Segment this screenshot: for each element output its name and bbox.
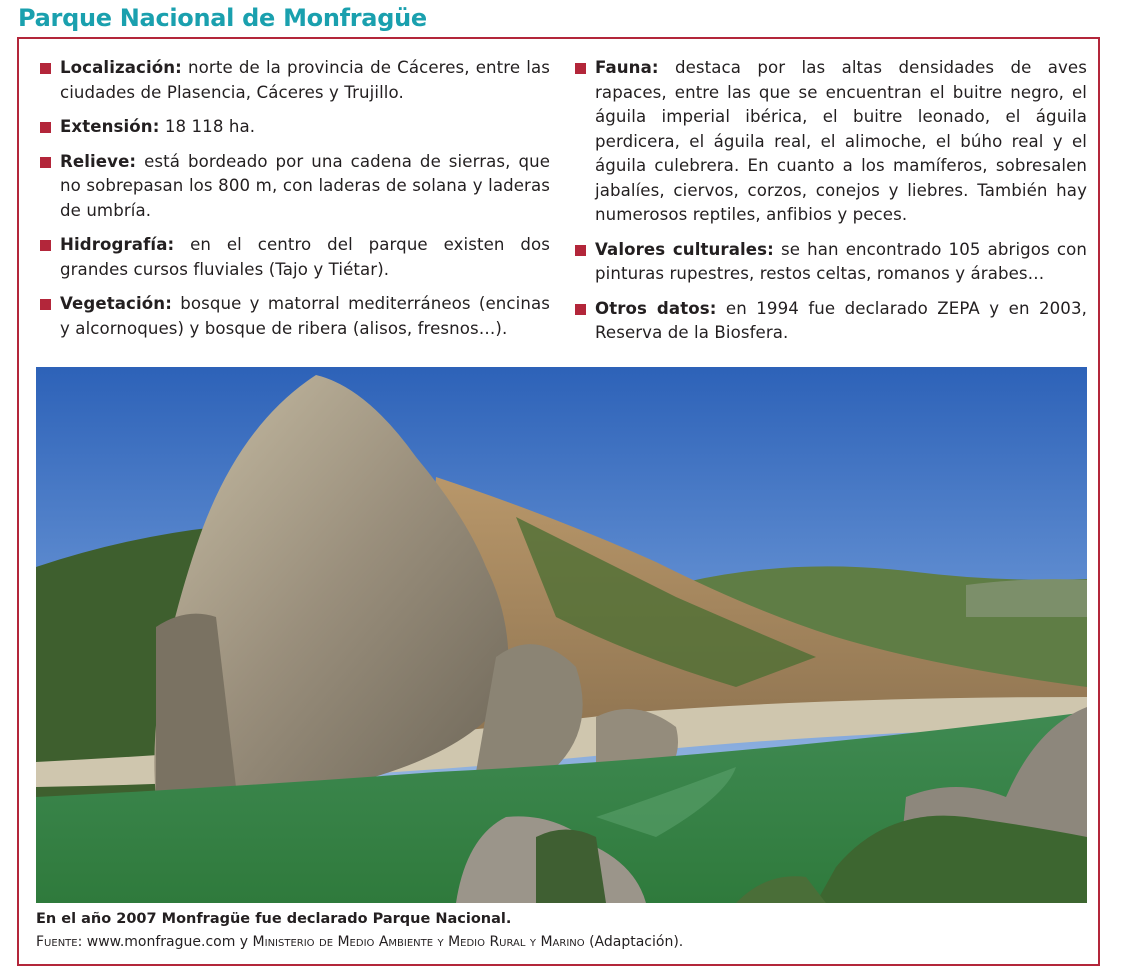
item-text: en 1994 fue declarado ZEPA y en 2003, Reserva de la Biosfera. [595, 298, 1087, 342]
list-item [40, 115, 550, 140]
list-item [575, 56, 1087, 228]
source-site: www.monfrague.com y [82, 934, 253, 950]
item-text: se han encontrado 105 abrigos con pinturas rupestres, restos celtas, romanos y árabes… [595, 239, 1087, 283]
item-term: Fauna: [595, 58, 659, 77]
right-column [575, 56, 1087, 356]
source-ministry: Ministerio de Medio Ambiente y Medio Rural y Marino [252, 934, 585, 950]
item-term: Extensión: [60, 117, 160, 136]
item-text: en el centro del parque existen dos grandes cursos fluviales (Tajo y Tiétar). [60, 235, 550, 279]
item-text: norte de la provincia de Cáceres, entre las ciudades de Plasencia, Cáceres y Trujillo. [60, 58, 550, 102]
left-column [40, 56, 550, 351]
list-item [40, 233, 550, 282]
square-bullet-icon [40, 240, 51, 251]
square-bullet-icon [40, 63, 51, 74]
item-text: destaca por las altas densidades de aves rapaces, entre las que se encuentran el buitre negro, el águila imperial ibérica, el buitre leonado, el águila perdicera, el águila real, el alimoche, el búho real y el águila culebrera. En cuanto a los mamíferos, sobresalen jabalíes, ciervos, corzos, conejos y liebres. También hay numerosos reptiles, anfibios y peces. [595, 58, 1087, 224]
square-bullet-icon [40, 122, 51, 133]
list-item [575, 238, 1087, 287]
item-term: Vegetación: [60, 294, 172, 313]
item-term: Otros datos: [595, 298, 717, 318]
photo-caption: En el año 2007 Monfragüe fue declarado Parque Nacional. [36, 911, 512, 927]
item-text: está bordeado por una cadena de sierras, que no sobrepasan los 800 m, con laderas de solana y laderas de umbría. [60, 151, 550, 220]
item-term: Hidrografía: [60, 235, 175, 254]
list-item [40, 292, 550, 341]
square-bullet-icon [40, 157, 51, 168]
list-item [575, 297, 1087, 346]
page-title: Parque Nacional de Monfragüe [18, 4, 427, 32]
item-text: 18 118 ha. [159, 117, 256, 136]
source-label: Fuente: [36, 934, 83, 950]
item-term: Relieve: [60, 151, 137, 171]
item-term: Localización: [60, 58, 182, 77]
item-term: Valores culturales: [595, 239, 774, 259]
square-bullet-icon [575, 63, 586, 74]
square-bullet-icon [575, 245, 586, 256]
square-bullet-icon [40, 299, 51, 310]
square-bullet-icon [575, 304, 586, 315]
list-item [40, 56, 550, 105]
source-line [36, 934, 683, 950]
list-item [40, 150, 550, 224]
item-text: bosque y matorral mediterráneos (encinas y alcornoques) y bosque de ribera (alisos, fresnos…). [60, 294, 550, 338]
source-suffix: (Adaptación). [584, 934, 684, 950]
landscape-photo [36, 367, 1087, 903]
